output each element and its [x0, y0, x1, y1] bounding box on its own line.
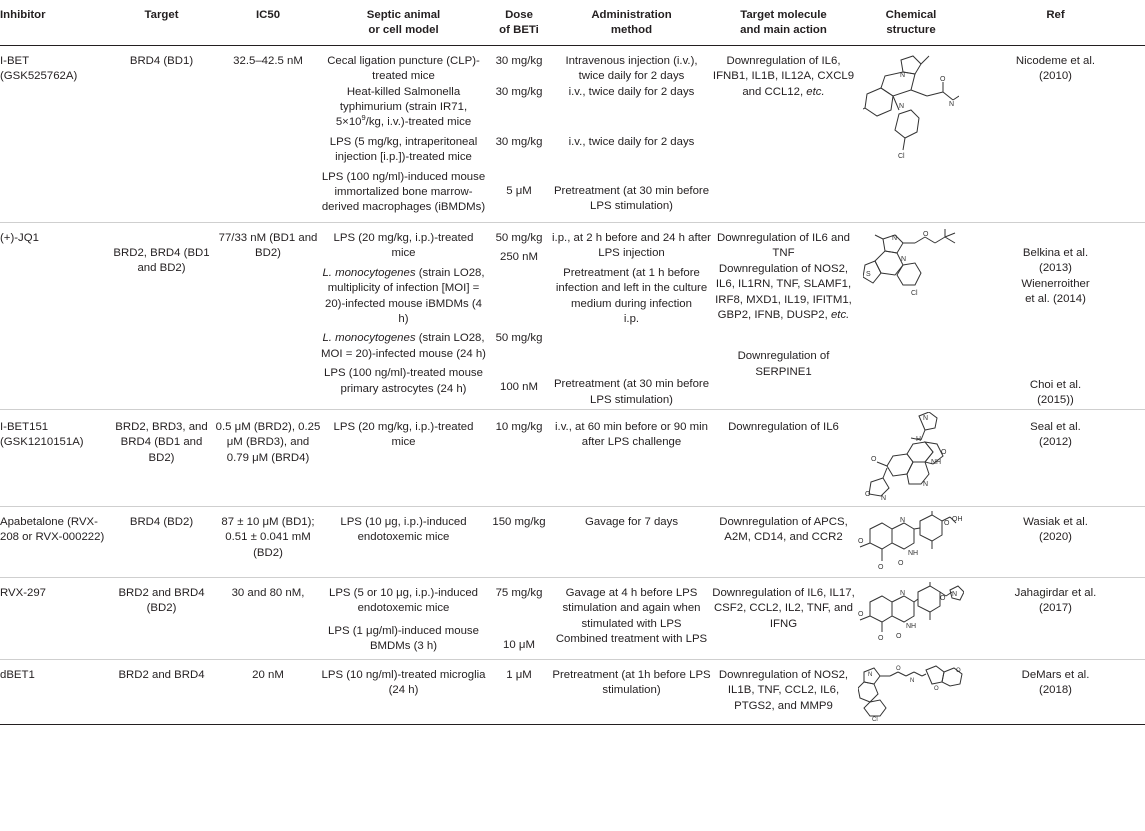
col-header-ic50: IC50	[255, 9, 281, 21]
admin-cell: i.p., at 2 h before and 24 h after LPS injection Pretreatment (at 1 h before infection and left in the culture medium during infection i.p. Pretreatment (at 30 min before LPS stimulation)	[552, 231, 711, 406]
chemical-structure-jq1	[856, 222, 966, 409]
cl-label: Cl	[898, 152, 905, 160]
ref-cell: Wasiak et al. (2020)	[1023, 515, 1088, 544]
model-cell: Cecal ligation puncture (CLP)-treated mice Heat-killed Salmonella typhimurium (strain IR71, $5\times 10^9/kg$, i.v.)-treated mice LPS (5 mg/kg, intraperitoneal injection [i.p.])-treated mice LPS (100 ng/ml)-induced mouse immortalized bone marrow-derived macrophages (iBMDMs)	[321, 54, 486, 214]
n-label: N	[901, 255, 907, 263]
o-label: O	[896, 632, 902, 640]
model-cell: LPS (10 ng/ml)-treated microglia (24 h)	[321, 668, 486, 697]
o-label: O	[923, 230, 929, 238]
chemical-structure-dbet1	[856, 659, 966, 724]
n-label: N	[900, 516, 906, 524]
table-row	[0, 577, 1145, 659]
ic50-cell: 0.5 μM (BRD2), 0.25 μM (BRD3), and 0.79 μM (BRD4)	[215, 420, 321, 464]
n-label: N	[899, 102, 905, 110]
col-header-target: Target	[144, 9, 179, 21]
ic50-cell: 77/33 nM (BD1 and BD2)	[218, 231, 318, 260]
n-label: N	[923, 414, 929, 422]
chemical-structure-rvx297	[856, 577, 966, 659]
jq1-structure-image	[863, 229, 959, 301]
col-header-model: Septic animal or cell model	[366, 9, 441, 37]
o-label: O	[871, 455, 877, 463]
nh-label: NH	[908, 549, 919, 557]
inhibitor-cell: dBET1	[0, 668, 35, 681]
h-label: H	[916, 435, 922, 443]
o-label: O	[898, 559, 904, 567]
model-cell: LPS (20 mg/kg, i.p.)-treated mice L. monocytogenes (strain LO28, multiplicity of infection [MOI] = 20)-infected mouse iBMDMs (4 h) L. monocytogenes (strain LO28, MOI = 20)-infected mouse (24 h) LPS (100 ng/ml)-treated mouse primary astrocytes (24 h)	[321, 231, 486, 395]
table-row	[0, 45, 1145, 222]
model-cell: LPS (20 mg/kg, i.p.)-treated mice	[333, 420, 474, 449]
table-row	[0, 409, 1145, 506]
n-label: N	[900, 589, 906, 597]
header-row	[0, 0, 1145, 45]
cl-label: Cl	[872, 716, 878, 722]
ref-cell: Jahagirdar et al. (2017)	[1014, 586, 1097, 615]
ref-cell: Seal et al. (2012)	[1030, 420, 1081, 449]
n-label: N	[910, 677, 915, 684]
target-cell: BRD2, BRD4 (BD1 and BD2)	[113, 246, 210, 275]
action-cell: Downregulation of NOS2, IL1B, TNF, CCL2, IL6, PTGS2, and MMP9	[718, 668, 849, 712]
inhibitor-cell: (+)-JQ1	[0, 231, 39, 244]
dose-cell: 10 mg/kg	[495, 420, 543, 433]
o-label: O	[934, 685, 939, 692]
col-header-inhibitor: Inhibitor	[0, 9, 46, 21]
inhibitor-cell: Apabetalone (RVX-208 or RVX-000222)	[0, 515, 105, 544]
target-cell: BRD2 and BRD4 (BD2)	[118, 586, 205, 615]
col-header-ref: Ref	[1046, 9, 1065, 21]
ref-cell: DeMars et al. (2018)	[1021, 668, 1090, 697]
inhibitor-cell: I-BET151 (GSK1210151A)	[0, 420, 84, 449]
ref-cell: Belkina et al. (2013) Wienerroither et al. (2014) Choi et al. (2015))	[1021, 246, 1090, 406]
admin-cell: Intravenous injection (i.v.), twice daily for 2 days i.v., twice daily for 2 days i.v., twice daily for 2 days Pretreatment (at 30 min before LPS stimulation)	[553, 54, 710, 213]
action-cell: Downregulation of IL6, IFNB1, IL1B, IL12A, CXCL9 and CCL12, etc.	[712, 54, 855, 98]
dbet1-structure-image	[858, 664, 964, 722]
col-header-action: Target molecule and main action	[740, 9, 827, 37]
o-label: O	[896, 665, 901, 672]
ic50-cell: 20 nM	[252, 668, 284, 681]
chemical-structure-ibet	[856, 45, 966, 222]
table-row	[0, 506, 1145, 577]
n-label: N	[923, 480, 929, 488]
ic50-cell: 87 ± 10 μM (BD1); 0.51 ± 0.041 mM (BD2)	[221, 515, 315, 559]
o-label: O	[858, 610, 864, 618]
o-label: O	[878, 563, 884, 571]
model-cell: LPS (5 or 10 μg, i.p.)-induced endotoxemic mice LPS (1 μg/ml)-induced mouse BMDMs (3 h)	[328, 586, 479, 653]
oh-label: OH	[952, 515, 963, 523]
table-row	[0, 222, 1145, 409]
nh-label: NH	[931, 458, 942, 466]
ic50-cell: 30 and 80 nM,	[231, 586, 305, 599]
inhibitor-cell: RVX-297	[0, 586, 47, 599]
dose-cell: 150 mg/kg	[492, 515, 546, 528]
ibet151-structure-image	[863, 412, 959, 502]
chemical-structure-apabetalone	[856, 506, 966, 577]
o-label: O	[940, 594, 946, 602]
admin-cell: Gavage for 7 days	[584, 515, 679, 528]
n-label: N	[900, 71, 906, 79]
apabetalone-structure-image	[858, 511, 964, 577]
col-header-admin: Administration method	[591, 9, 672, 37]
admin-cell: Pretreatment (at 1h before LPS stimulation)	[552, 668, 711, 697]
o-label: O	[878, 634, 884, 642]
target-cell: BRD2 and BRD4	[118, 668, 205, 681]
n-label: N	[892, 234, 898, 242]
cl-label: Cl	[911, 289, 918, 297]
admin-cell: Gavage at 4 h before LPS stimulation and again when stimulated with LPS Combined treatment with LPS	[555, 586, 708, 646]
dose-cell: 1 μM	[506, 668, 532, 681]
chemical-structure-ibet151	[856, 409, 966, 506]
n-label: N	[952, 590, 958, 598]
ibet-structure-image	[863, 52, 959, 174]
o-label: O	[858, 537, 864, 545]
rvx297-structure-image	[858, 582, 964, 646]
target-cell: BRD4 (BD2)	[129, 515, 194, 528]
ref-cell: Nicodeme et al. (2010)	[1015, 54, 1096, 83]
n-label: N	[949, 100, 955, 108]
nh-label: NH	[906, 622, 917, 630]
o-label: O	[865, 490, 871, 498]
n-label: N	[881, 494, 887, 502]
s-label: S	[866, 270, 871, 278]
action-cell: Downregulation of IL6	[728, 420, 839, 433]
model-cell: LPS (10 μg, i.p.)-induced endotoxemic mice	[340, 515, 467, 544]
o-label: O	[956, 667, 961, 674]
action-cell: Downregulation of IL6 and TNF Downregulation of NOS2, IL6, IL1RN, TNF, SLAMF1, IRF8, MXD1, IL19, IFITM1, GBP2, IFNB, DUSP2, etc. Downregulation of SERPINE1	[715, 231, 852, 378]
admin-cell: i.v., at 60 min before or 90 min after LPS challenge	[555, 420, 708, 449]
action-cell: Downregulation of APCS, A2M, CD14, and CCR2	[719, 515, 848, 544]
ic50-cell: 32.5–42.5 nM	[233, 54, 303, 67]
target-cell: BRD4 (BD1)	[129, 54, 194, 67]
n-label: N	[868, 671, 873, 678]
dose-cell: 75 mg/kg 10 μM	[495, 586, 543, 651]
o-label: O	[940, 75, 946, 83]
inhibitor-cell: I-BET (GSK525762A)	[0, 54, 78, 83]
col-header-dose: Dose of BETi	[499, 9, 539, 37]
target-cell: BRD2, BRD3, and BRD4 (BD1 and BD2)	[115, 420, 208, 464]
dose-cell: 50 mg/kg 250 nM 50 mg/kg 100 nM	[495, 231, 543, 393]
o-label: O	[941, 448, 947, 456]
col-header-structure: Chemical structure	[885, 9, 937, 37]
o-label: O	[944, 519, 950, 527]
table-row	[0, 659, 1145, 724]
action-cell: Downregulation of IL6, IL17, CSF2, CCL2, IL2, TNF, and IFNG	[712, 586, 855, 630]
dose-cell: 30 mg/kg 30 mg/kg 30 mg/kg 5 μM	[495, 54, 543, 197]
